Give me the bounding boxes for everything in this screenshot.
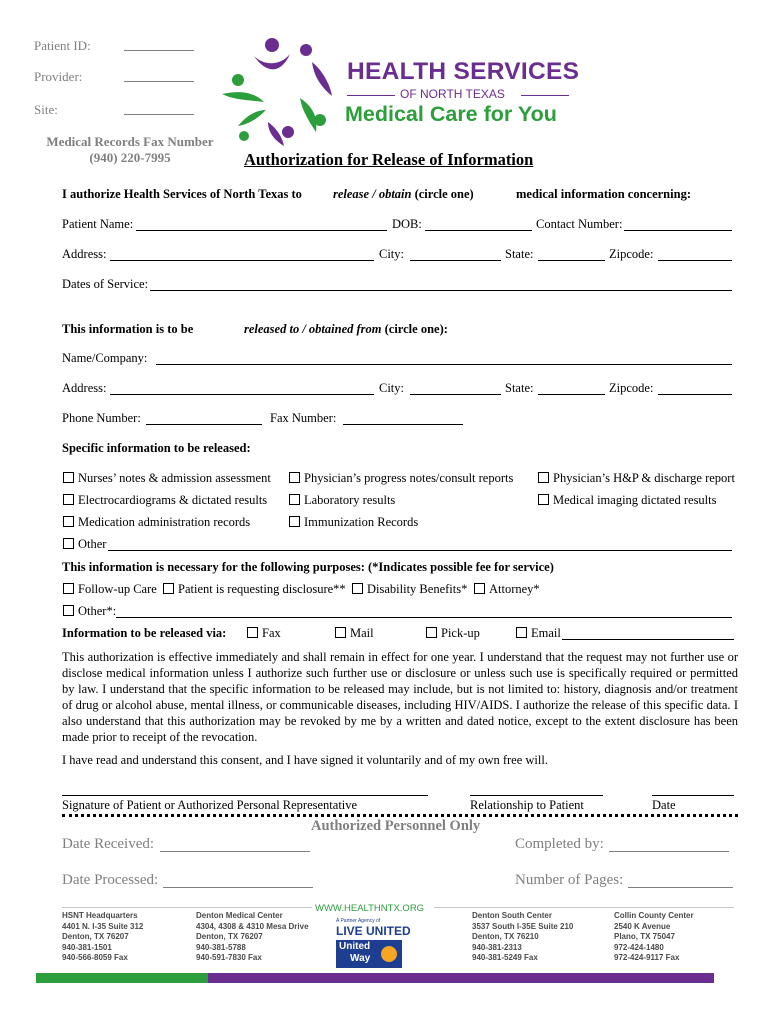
checkbox-label: Medical imaging dictated results xyxy=(553,493,717,507)
patient-zip-field[interactable] xyxy=(658,260,732,261)
checkbox-attorney[interactable] xyxy=(474,582,540,597)
location-denton-south xyxy=(472,911,573,964)
location-phone: 972-424-1480 xyxy=(614,942,664,952)
patient-address-label: Address: xyxy=(62,247,107,261)
location-line1: 2540 K Avenue xyxy=(614,921,671,931)
authorize-lead: I authorize Health Services of North Texas to xyxy=(62,187,302,201)
checkbox-square-icon xyxy=(474,583,485,594)
checkbox-square-icon xyxy=(352,583,363,594)
checkbox-square-icon xyxy=(289,494,300,505)
location-name: HSNT Headquarters xyxy=(62,911,138,920)
location-phone: 940-381-5788 xyxy=(196,942,246,952)
checkbox-physician-hp[interactable] xyxy=(538,471,735,486)
date-label: Date xyxy=(652,798,676,812)
site-field[interactable] xyxy=(124,114,194,115)
location-fax: 940-381-5249 Fax xyxy=(472,953,538,962)
checkbox-label: Physician’s progress notes/consult reports xyxy=(304,471,514,485)
date-received-label: Date Received: xyxy=(62,836,155,852)
logo-tagline: Medical Care for You xyxy=(345,102,557,126)
checkbox-label: Nurses’ notes & admission assessment xyxy=(78,471,271,485)
location-hsnt xyxy=(62,911,143,964)
logo-rule-right xyxy=(521,95,569,96)
united-way-hand-icon xyxy=(381,946,397,962)
checkbox-label: Fax xyxy=(262,626,281,640)
united-way-line2: Way xyxy=(350,953,371,964)
checkbox-via-pickup[interactable] xyxy=(426,626,480,641)
location-line2: Plano, TX 75047 xyxy=(614,932,675,941)
recipient-lead: This information is to be xyxy=(62,322,194,336)
patient-name-label: Patient Name: xyxy=(62,217,134,231)
recipient-fax-field[interactable] xyxy=(343,424,463,425)
location-line2: Denton, TX 76207 xyxy=(196,932,263,941)
checkbox-laboratory[interactable] xyxy=(289,493,395,508)
checkbox-electrocardiograms[interactable] xyxy=(63,493,267,508)
recipient-city-field[interactable] xyxy=(410,394,501,395)
location-line1: 3537 South I-35E Suite 210 xyxy=(472,921,574,931)
patient-state-label: State: xyxy=(505,247,534,261)
site-label: Site: xyxy=(34,102,58,117)
patient-id-label: Patient ID: xyxy=(34,38,91,53)
checkbox-medication-admin[interactable] xyxy=(63,515,250,530)
checkbox-square-icon xyxy=(538,472,549,483)
recipient-state-label: State: xyxy=(505,381,534,395)
patient-city-field[interactable] xyxy=(410,260,501,261)
checkbox-square-icon xyxy=(63,583,74,594)
contact-number-label: Contact Number: xyxy=(536,217,623,231)
checkbox-physician-progress[interactable] xyxy=(289,471,513,486)
email-field[interactable] xyxy=(562,639,734,640)
form-title: Authorization for Release of Information xyxy=(244,150,534,169)
date-field[interactable] xyxy=(652,795,734,796)
pages-field[interactable] xyxy=(628,887,733,888)
checkbox-label: Email xyxy=(531,626,561,640)
authorize-choice-text: release / obtain xyxy=(333,187,412,201)
purposes-heading: This information is necessary for the following purposes: (*Indicates possible fee for service) xyxy=(62,560,554,574)
logo-title: HEALTH SERVICES xyxy=(347,58,580,85)
recipient-name-field[interactable] xyxy=(156,364,732,365)
checkbox-via-mail[interactable] xyxy=(335,626,374,641)
logo-subtitle: OF NORTH TEXAS xyxy=(400,87,505,101)
checkbox-label: Disability Benefits* xyxy=(367,582,468,596)
checkbox-label: Patient is requesting disclosure** xyxy=(178,582,346,596)
checkbox-nurses-notes[interactable] xyxy=(63,471,271,486)
location-line1: 4401 N. I-35 Suite 312 xyxy=(62,921,144,931)
checkbox-label: Laboratory results xyxy=(304,493,396,507)
contact-number-field[interactable] xyxy=(624,230,732,231)
location-name: Denton Medical Center xyxy=(196,911,283,920)
other-purpose-field[interactable] xyxy=(116,617,732,618)
checkbox-label: Pick-up xyxy=(441,626,480,640)
date-processed-field[interactable] xyxy=(163,887,313,888)
location-name: Denton South Center xyxy=(472,911,552,920)
recipient-phone-label: Phone Number: xyxy=(62,411,141,425)
checkbox-follow-up[interactable] xyxy=(63,582,157,597)
dob-label: DOB: xyxy=(392,217,422,231)
footer-rule-left xyxy=(62,907,312,908)
patient-zip-label: Zipcode: xyxy=(609,247,654,261)
checkbox-label: Immunization Records xyxy=(304,515,419,529)
footer-bar-purple xyxy=(208,973,714,983)
recipient-city-label: City: xyxy=(379,381,405,395)
location-denton-medical xyxy=(196,911,309,964)
footer-bar-green xyxy=(36,973,208,983)
relationship-field[interactable] xyxy=(470,795,603,796)
recipient-address-field[interactable] xyxy=(110,394,374,395)
recipient-fax-label: Fax Number: xyxy=(270,411,337,425)
patient-name-field[interactable] xyxy=(136,230,387,231)
signature-label: Signature of Patient or Authorized Personal Representative xyxy=(62,798,358,812)
checkbox-square-icon xyxy=(289,472,300,483)
checkbox-via-fax[interactable] xyxy=(247,626,281,641)
legal-paragraph: This authorization is effective immediately and shall remain in effect for one year. I understand that the request may not further use or disclose medical information unless I authorize such further use or disclosure or unless such use is specifically required or permitted by law. I understand that the specific information to be released may include, but is not limited to: history, diagnosis and/or treatment of drug or alcohol abuse, mental illness, or communicable diseases, including HIV/AIDS. I authorize the release of this specific data. I also understand that this authorization may be revoked by me by a written and dated notice, except to the extent disclosure has been made prior to receipt of the revocation. xyxy=(62,650,738,744)
recipient-zip-field[interactable] xyxy=(658,394,732,395)
authorize-choice-suffix: (circle one) xyxy=(411,187,474,201)
checkbox-square-icon xyxy=(63,472,74,483)
via-label: Information to be released via: xyxy=(62,626,227,640)
checkbox-square-icon xyxy=(63,516,74,527)
checkbox-square-icon xyxy=(63,538,74,549)
checkbox-other-purpose[interactable] xyxy=(63,604,116,619)
dob-field[interactable] xyxy=(425,230,532,231)
location-fax: 972-424-9117 Fax xyxy=(614,953,680,962)
checkbox-label: Physician’s H&P & discharge report xyxy=(553,471,735,485)
patient-state-field[interactable] xyxy=(538,260,605,261)
provider-label: Provider: xyxy=(34,69,83,84)
checkbox-disability[interactable] xyxy=(352,582,467,597)
checkbox-square-icon xyxy=(538,494,549,505)
recipient-name-label: Name/Company: xyxy=(62,351,148,365)
checkbox-square-icon xyxy=(426,627,437,638)
checkbox-via-email[interactable] xyxy=(516,626,561,641)
office-heading: Authorized Personnel Only xyxy=(311,818,481,834)
location-name: Collin County Center xyxy=(614,911,694,920)
footer-rule-right xyxy=(434,907,734,908)
other-specific-field[interactable] xyxy=(108,550,732,551)
completed-by-label: Completed by: xyxy=(515,836,604,852)
checkbox-label: Medication administration records xyxy=(78,515,251,529)
fax-title: Medical Records Fax Number xyxy=(46,134,214,149)
patient-address-field[interactable] xyxy=(110,260,374,261)
pages-label: Number of Pages: xyxy=(515,872,624,888)
checkbox-square-icon xyxy=(247,627,258,638)
location-fax: 940-591-7830 Fax xyxy=(196,953,262,962)
checkbox-label: Other*: xyxy=(78,604,117,618)
recipient-state-field[interactable] xyxy=(538,394,605,395)
dates-of-service-label: Dates of Service: xyxy=(62,277,149,291)
location-line2: Denton, TX 76210 xyxy=(472,932,539,941)
location-line1: 4304, 4308 & 4310 Mesa Drive xyxy=(196,921,309,931)
recipient-choice-text: released to / obtained from xyxy=(244,322,382,336)
consent-statement: I have read and understand this consent, and I have signed it voluntarily and of my own free will. xyxy=(62,753,548,767)
hsnt-logo-icon xyxy=(220,36,342,148)
authorize-choice[interactable] xyxy=(333,187,474,202)
recipient-phone-field[interactable] xyxy=(146,424,262,425)
location-phone: 940-381-1501 xyxy=(62,942,112,952)
location-phone: 940-381-2313 xyxy=(472,942,522,952)
checkbox-medical-imaging[interactable] xyxy=(538,493,717,508)
patient-city-label: City: xyxy=(379,247,405,261)
location-collin xyxy=(614,911,694,964)
recipient-choice[interactable] xyxy=(244,322,448,337)
checkbox-square-icon xyxy=(63,494,74,505)
dates-of-service-field[interactable] xyxy=(150,290,732,291)
specific-heading: Specific information to be released: xyxy=(62,441,251,455)
relationship-label: Relationship to Patient xyxy=(470,798,584,812)
provider-field[interactable] xyxy=(124,81,194,82)
united-way-line1: United xyxy=(339,941,371,952)
checkbox-square-icon xyxy=(516,627,527,638)
patient-id-field[interactable] xyxy=(124,50,194,51)
location-line2: Denton, TX 76207 xyxy=(62,932,129,941)
checkbox-square-icon xyxy=(163,583,174,594)
checkbox-square-icon xyxy=(289,516,300,527)
checkbox-label: Follow-up Care xyxy=(78,582,157,596)
checkbox-label: Mail xyxy=(350,626,374,640)
completed-by-field[interactable] xyxy=(609,851,729,852)
office-divider xyxy=(62,814,738,817)
date-received-field[interactable] xyxy=(160,851,310,852)
checkbox-immunization[interactable] xyxy=(289,515,418,530)
authorize-tail: medical information concerning: xyxy=(516,187,691,201)
checkbox-label: Attorney* xyxy=(489,582,540,596)
checkbox-label: Electrocardiograms & dictated results xyxy=(78,493,268,507)
united-way-logo-icon xyxy=(336,940,402,968)
checkbox-label: Other xyxy=(78,537,107,551)
checkbox-square-icon xyxy=(63,605,74,616)
recipient-zip-label: Zipcode: xyxy=(609,381,654,395)
recipient-address-label: Address: xyxy=(62,381,107,395)
recipient-choice-suffix: (circle one): xyxy=(381,322,448,336)
live-united-text: LIVE UNITED xyxy=(336,924,411,938)
checkbox-square-icon xyxy=(335,627,346,638)
partner-small-text: A Partner Agency of xyxy=(336,918,381,924)
logo-rule-left xyxy=(347,95,395,96)
signature-field[interactable] xyxy=(62,795,428,796)
fax-number: (940) 220-7995 xyxy=(89,150,171,165)
footer-website[interactable]: WWW.HEALTHNTX.ORG xyxy=(315,903,425,914)
checkbox-other-specific[interactable] xyxy=(63,537,106,552)
checkbox-patient-disclosure[interactable] xyxy=(163,582,346,597)
location-fax: 940-566-8059 Fax xyxy=(62,953,128,962)
date-processed-label: Date Processed: xyxy=(62,872,159,888)
